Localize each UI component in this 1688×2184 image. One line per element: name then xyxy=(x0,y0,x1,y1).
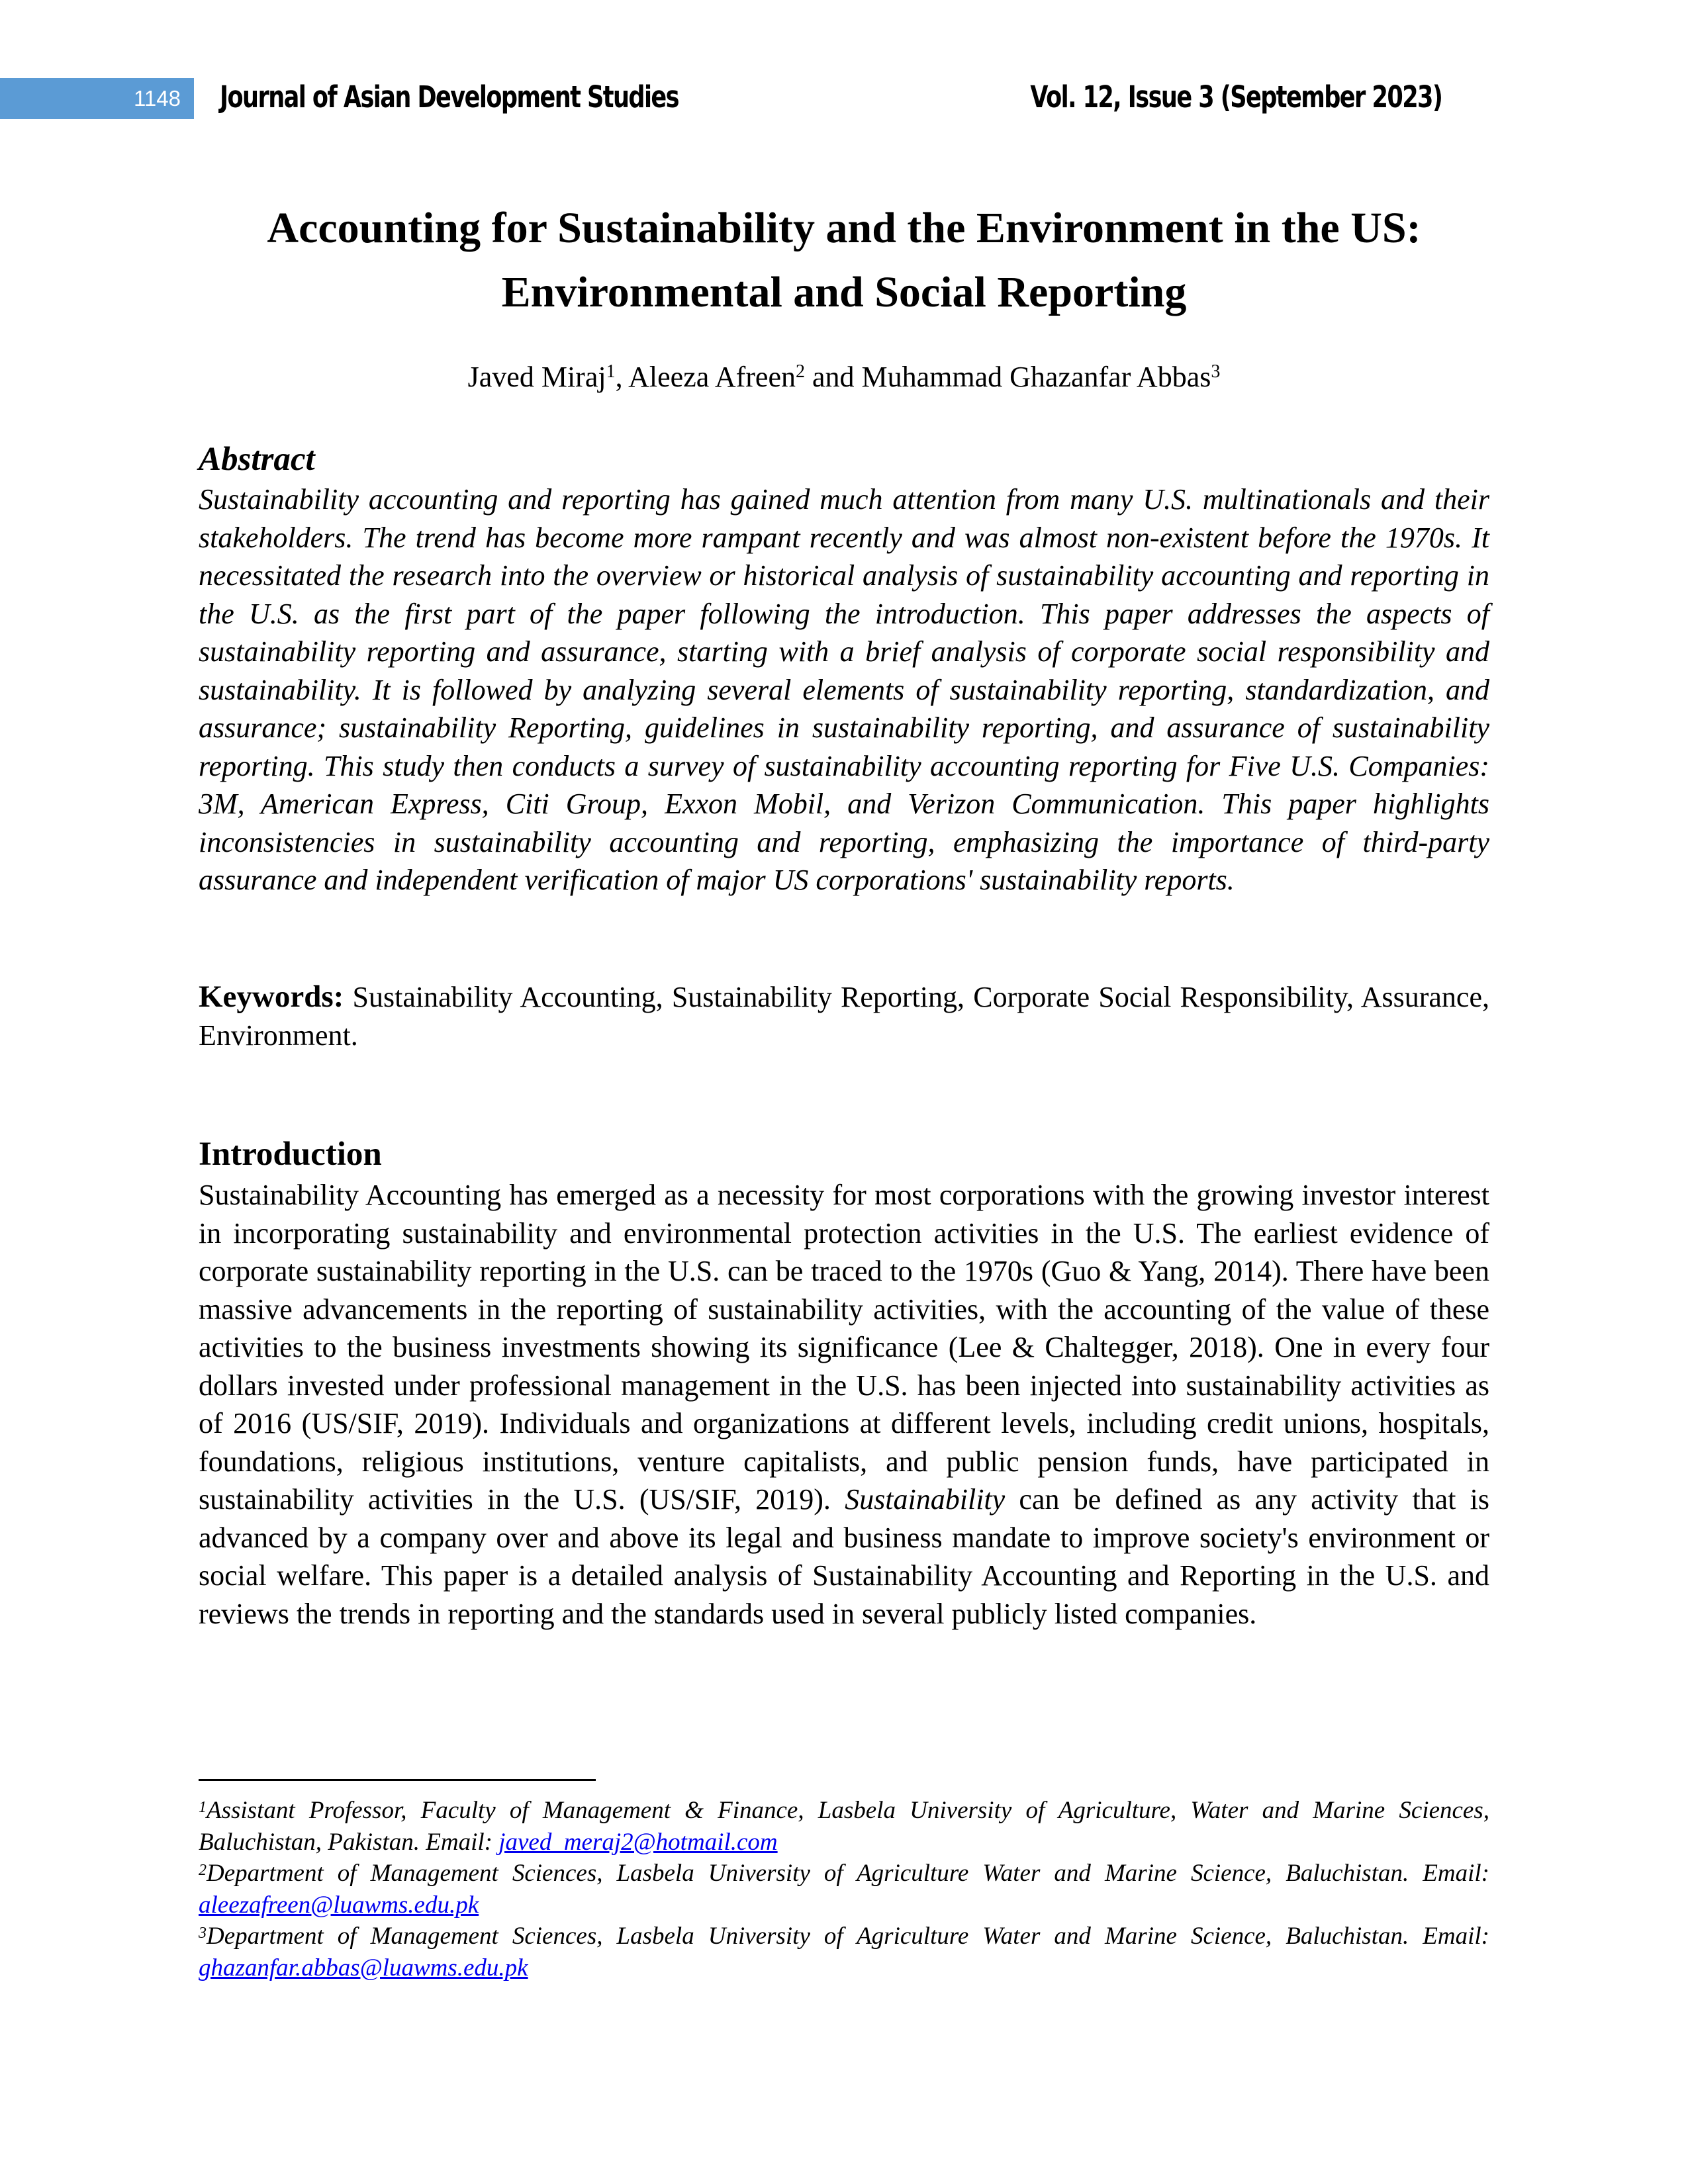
footnote-text: Department of Management Sciences, Lasbela University of Agriculture Water and Marine Science, Baluchistan. Email: xyxy=(207,1860,1489,1887)
volume-info: Vol. 12, Issue 3 (September 2023) xyxy=(1030,79,1442,114)
author-name: Javed Miraj xyxy=(467,361,606,393)
email-link[interactable]: ghazanfar.abbas@luawms.edu.pk xyxy=(199,1954,528,1981)
footnote xyxy=(199,1795,1489,1858)
paper-title-line-1: Accounting for Sustainability and the Environment in the US: xyxy=(267,204,1421,252)
author-name: Muhammad Ghazanfar Abbas xyxy=(861,361,1211,393)
footnote-text: Department of Management Sciences, Lasbela University of Agriculture Water and Marine Science, Baluchistan. Email: xyxy=(207,1923,1489,1950)
email-link[interactable]: javed_meraj2@hotmail.com xyxy=(498,1828,778,1856)
introduction-italic-term: Sustainability xyxy=(845,1483,1006,1516)
author-separator: and xyxy=(804,361,862,393)
keywords-text: Sustainability Accounting, Sustainability Reporting, Corporate Social Responsibility, Assurance, Environment. xyxy=(199,981,1489,1052)
keywords xyxy=(199,978,1489,1054)
author-affiliation-marker: 3 xyxy=(1211,361,1221,382)
footnote xyxy=(199,1921,1489,1983)
introduction-text-part-2: can be defined as any activity that is advanced by a company over and above its legal and business mandate to improve society's environment or social welfare. This paper is a detailed analysis of Sustainability Accounting and Reporting in the U.S. and reviews the trends in reporting and the standards used in several publicly listed companies. xyxy=(199,1483,1489,1630)
footnote-text: Assistant Professor, Faculty of Management & Finance, Lasbela University of Agriculture, Water and Marine Sciences, Baluchistan, Pakistan. Email: xyxy=(199,1797,1489,1856)
abstract-text: Sustainability accounting and reporting has gained much attention from many U.S. multinationals and their stakeholders. The trend has become more rampant recently and was almost non-existent before the 1970s. It necessitated the research into the overview or historical analysis of sustainability accounting and reporting in the U.S. as the first part of the paper following the introduction. This paper addresses the aspects of sustainability reporting and assurance, starting with a brief analysis of corporate social responsibility and sustainability. It is followed by analyzing several elements of sustainability reporting, standardization, and assurance; sustainability Reporting, guidelines in sustainability reporting, and assurance of sustainability reporting. This study then conducts a survey of sustainability accounting reporting for Five U.S. Companies: 3M, American Express, Citi Group, Exxon Mobil, and Verizon Communication. This paper highlights inconsistencies in sustainability accounting and reporting, emphasizing the importance of third-party assurance and independent verification of major US corporations' sustainability reports. xyxy=(199,483,1489,896)
author-list xyxy=(199,359,1489,396)
abstract-heading: Abstract xyxy=(199,441,315,478)
introduction-text-part-1: Sustainability Accounting has emerged as a necessity for most corporations with the growing investor interest in incorporating sustainability and environmental protection activities in the U.S. The earliest evidence of corporate sustainability reporting in the U.S. can be traced to the 1970s (Guo & Yang, 2014). There have been massive advancements in the reporting of sustainability activities, with the accounting of the value of these activities to the business investments showing its significance (Lee & Chaltegger, 2018). One in every four dollars invested under professional management in the U.S. has been injected into sustainability activities as of 2016 (US/SIF, 2019). Individuals and organizations at different levels, including credit unions, hospitals, foundations, religious institutions, venture capitalists, and public pension funds, have participated in sustainability activities in the U.S. (US/SIF, 2019). xyxy=(199,1179,1489,1516)
introduction-heading: Introduction xyxy=(199,1136,382,1173)
introduction-paragraph xyxy=(199,1176,1489,1633)
author-affiliation-marker: 2 xyxy=(795,361,805,382)
author-separator: , xyxy=(615,361,629,393)
page-number-tab xyxy=(0,78,194,119)
footnotes xyxy=(199,1795,1489,1983)
author-affiliation-marker: 1 xyxy=(606,361,616,382)
paper-title xyxy=(199,196,1489,324)
paper-title-line-2: Environmental and Social Reporting xyxy=(501,268,1187,316)
journal-name: Journal of Asian Development Studies xyxy=(220,79,679,114)
footnote xyxy=(199,1858,1489,1921)
footnote-marker: 2 xyxy=(199,1862,207,1879)
page-number: 1148 xyxy=(134,86,181,111)
keywords-label: Keywords: xyxy=(199,979,344,1014)
email-link[interactable]: aleezafreen@luawms.edu.pk xyxy=(199,1891,479,1919)
footnote-separator xyxy=(199,1779,596,1781)
author-name: Aleeza Afreen xyxy=(628,361,796,393)
footnote-marker: 1 xyxy=(199,1799,207,1816)
footnote-marker: 3 xyxy=(199,1925,207,1942)
